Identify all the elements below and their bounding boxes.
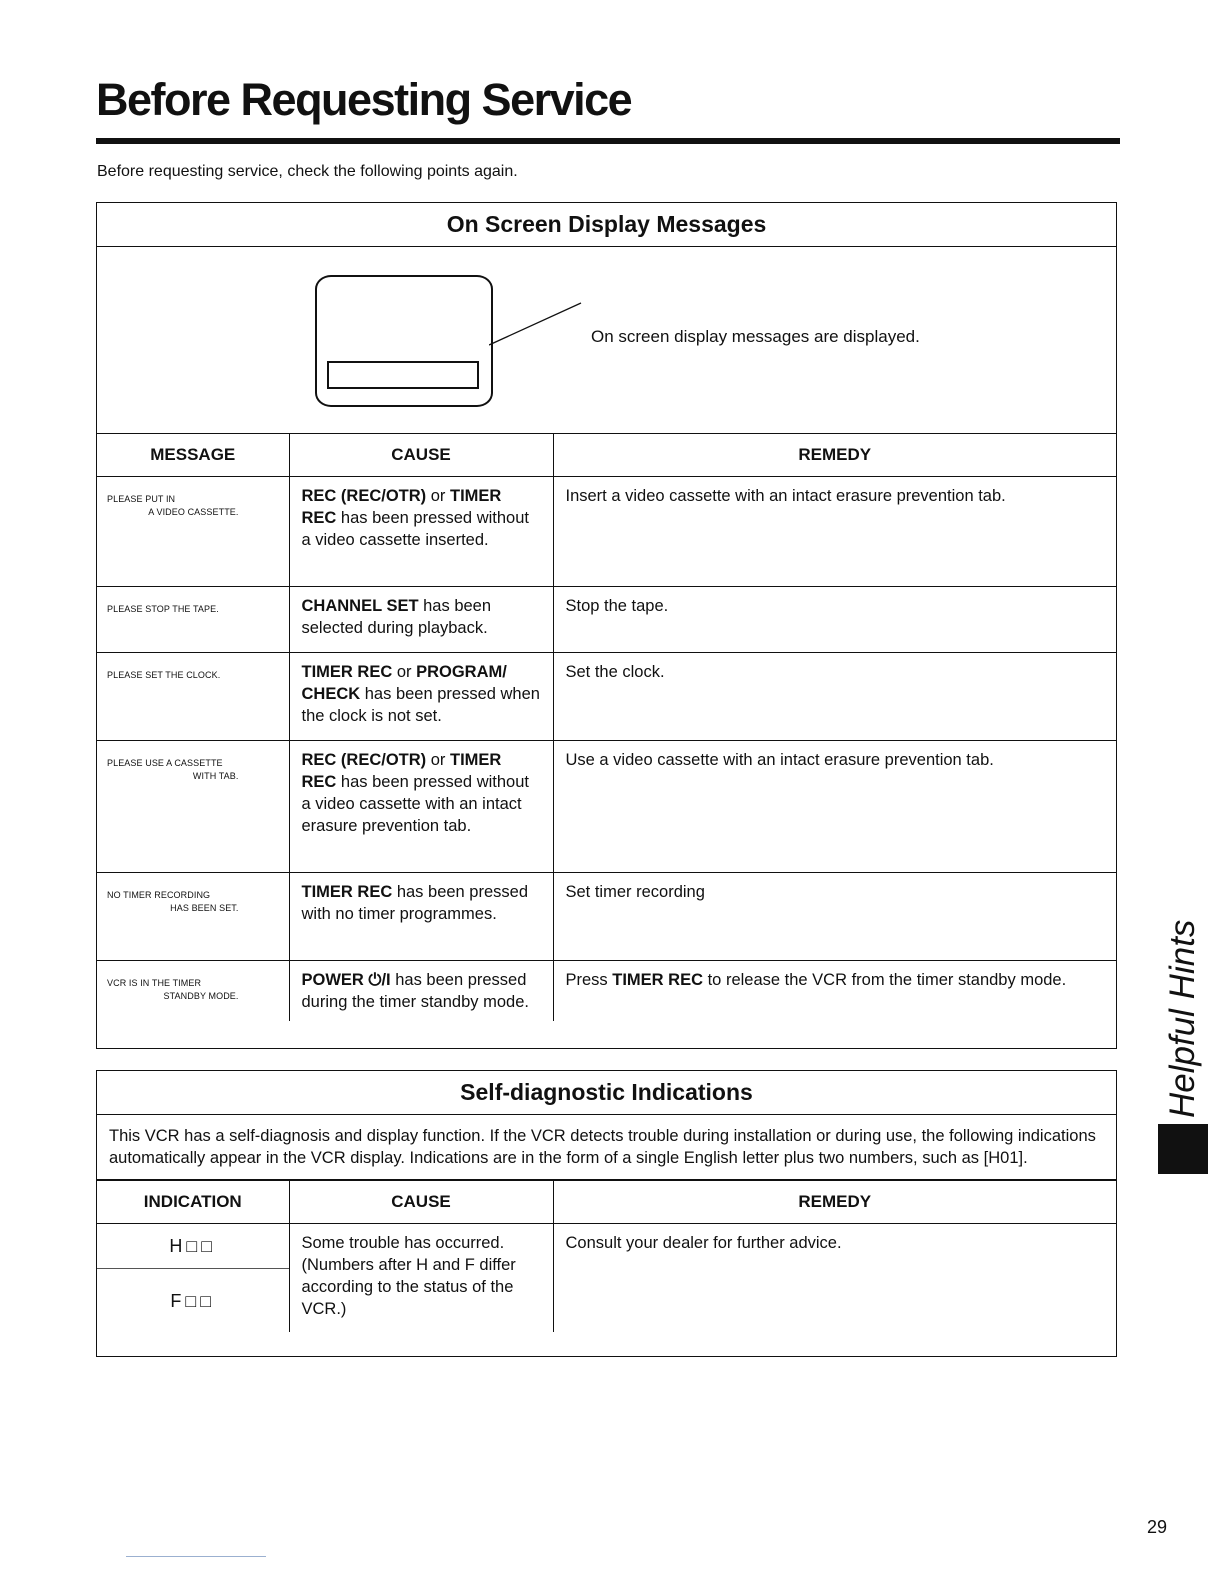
message-cell: PLEASE PUT IN A VIDEO CASSETTE. [97,477,289,587]
column-header-message: MESSAGE [97,434,289,477]
indication-h: H□□ [97,1224,289,1269]
callout-line [489,287,589,347]
indication-cell [97,1224,289,1333]
cause-cell: REC (REC/OTR) or TIMER REC has been pressed without a video cassette with an intact erasure prevention tab. [289,741,553,873]
column-header-cause: CAUSE [289,434,553,477]
page-title: Before Requesting Service [96,74,632,125]
table-header-row [97,1181,1116,1224]
message-cell: PLEASE SET THE CLOCK. [97,653,289,741]
table-row [97,587,1116,653]
osd-bar-icon [327,361,479,389]
cause-cell: CHANNEL SET has been selected during playback. [289,587,553,653]
message-cell: PLEASE USE A CASSETTE WITH TAB. [97,741,289,873]
tv-screen-icon [315,275,493,407]
remedy-cell: Insert a video cassette with an intact erasure prevention tab. [553,477,1116,587]
column-header-remedy: REMEDY [553,1181,1116,1224]
cause-cell: Some trouble has occurred. (Numbers after H and F differ according to the status of the VCR.) [289,1224,553,1333]
osd-section [96,202,1117,1049]
side-tab-marker [1158,1124,1208,1174]
osd-heading: On Screen Display Messages [97,203,1116,247]
remedy-cell: Set timer recording [553,873,1116,961]
column-header-cause: CAUSE [289,1181,553,1224]
diag-section [96,1070,1117,1357]
remedy-cell: Set the clock. [553,653,1116,741]
remedy-cell: Consult your dealer for further advice. [553,1224,1116,1333]
tv-diagram [97,247,1116,433]
message-cell: VCR IS IN THE TIMER STANDBY MODE. [97,961,289,1022]
remedy-cell: Stop the tape. [553,587,1116,653]
table-row [97,477,1116,587]
cause-cell: TIMER REC has been pressed with no timer programmes. [289,873,553,961]
title-rule [96,138,1120,144]
footer-rule [126,1556,266,1557]
column-header-indication: INDICATION [97,1181,289,1224]
intro-text: Before requesting service, check the following points again. [97,163,518,180]
table-header-row [97,434,1116,477]
column-header-remedy: REMEDY [553,434,1116,477]
diag-description: This VCR has a self-diagnosis and display function. If the VCR detects trouble during installation or during use, the following indications automatically appear in the VCR display. Indications are in the form of a single English letter plus two numbers, such as [H01]. [97,1115,1116,1180]
remedy-cell: Press TIMER REC to release the VCR from the timer standby mode. [553,961,1116,1022]
table-row [97,961,1116,1022]
page-number: 29 [1147,1517,1168,1537]
callout-text: On screen display messages are displayed. [591,327,920,346]
diag-heading: Self-diagnostic Indications [97,1071,1116,1115]
table-row [97,741,1116,873]
osd-table [97,433,1116,1021]
side-tab-label: Helpful Hints [1163,919,1202,1118]
table-row [97,1224,1116,1333]
indication-f: F□□ [170,1290,216,1311]
message-cell: NO TIMER RECORDING HAS BEEN SET. [97,873,289,961]
diag-table [97,1180,1116,1332]
cause-cell: POWER ⏻/I has been pressed during the timer standby mode. [289,961,553,1022]
cause-cell: TIMER REC or PROGRAM/ CHECK has been pressed when the clock is not set. [289,653,553,741]
message-cell: PLEASE STOP THE TAPE. [97,587,289,653]
table-row [97,653,1116,741]
cause-cell: REC (REC/OTR) or TIMER REC has been pressed without a video cassette inserted. [289,477,553,587]
table-row [97,873,1116,961]
remedy-cell: Use a video cassette with an intact erasure prevention tab. [553,741,1116,873]
